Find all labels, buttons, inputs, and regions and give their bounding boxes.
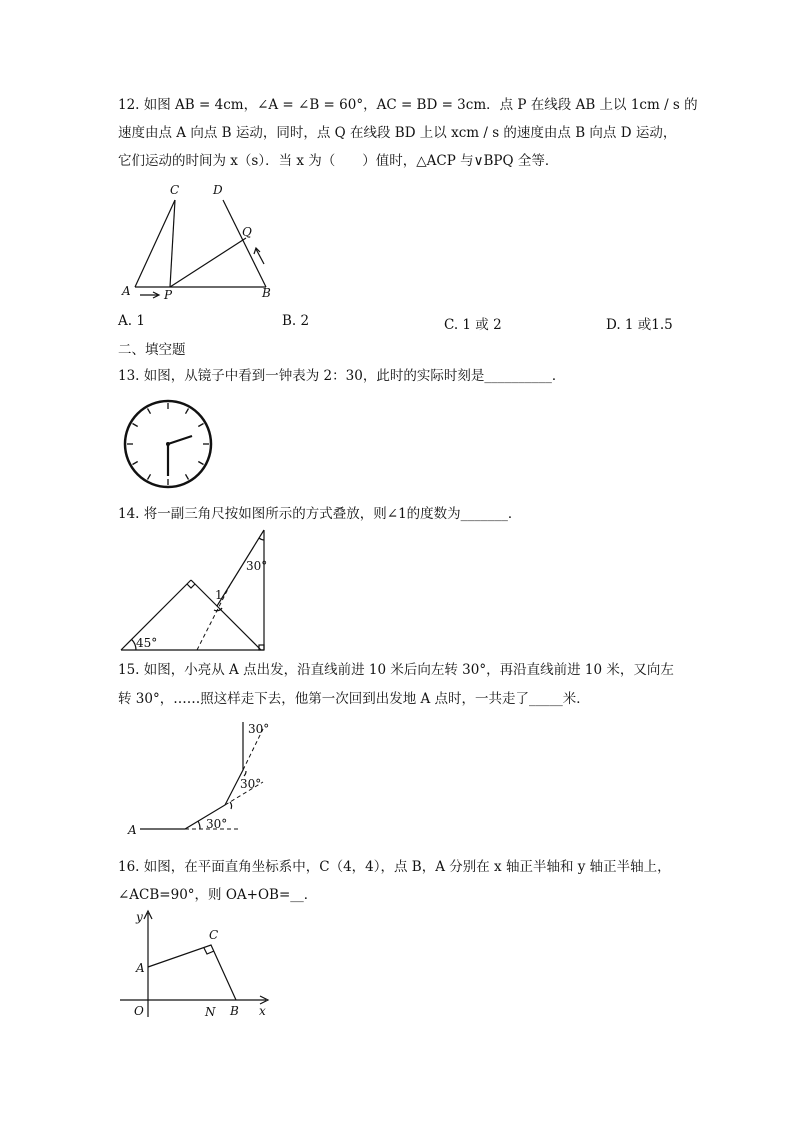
right-angle-top xyxy=(187,584,195,588)
q12-line-2: 速度由点 A 向点 B 运动，同时，点 Q 在线段 BD 上以 xcm / s 的速度由点 B 向点 D 运动， xyxy=(118,125,677,141)
segment-pq xyxy=(170,238,246,287)
q12-option-c: C. 1 或 2 xyxy=(444,317,502,333)
label-c: C xyxy=(209,928,219,942)
label-a: A xyxy=(122,284,131,298)
arc-3 xyxy=(244,771,246,776)
segment-cp xyxy=(170,200,175,287)
label-p: P xyxy=(164,288,173,302)
q12-figure xyxy=(118,180,288,305)
arc-1 xyxy=(198,821,200,829)
arc-30 xyxy=(259,538,264,540)
label-1: 1 xyxy=(215,588,223,602)
q14-figure xyxy=(118,528,270,653)
hour-hand xyxy=(168,436,192,444)
label-o: O xyxy=(134,1004,144,1018)
q15-figure xyxy=(118,717,288,842)
q13-clock xyxy=(122,398,214,490)
q16-line-1: 16. 如图，在平面直角坐标系中，C（4，4），点 B，A 分别在 x 轴正半轴和 y 轴正半轴上， xyxy=(118,859,671,875)
label-y: y xyxy=(136,910,143,924)
q12-option-d: D. 1 或1.5 xyxy=(606,317,673,333)
q12-line-1: 12. 如图 AB = 4cm，∠A = ∠B = 60°，AC = BD = 3cm．点 P 在线段 AB 上以 1cm / s 的 xyxy=(118,97,698,113)
q14-text: 14. 将一副三角尺按如图所示的方式叠放，则∠1的度数为_______． xyxy=(118,506,522,522)
label-b: B xyxy=(262,286,271,300)
label-30-3: 30° xyxy=(248,722,270,736)
section-title: 二、填空题 xyxy=(118,342,186,358)
label-a: A xyxy=(136,961,145,975)
label-c: C xyxy=(170,183,180,197)
segment-ac xyxy=(135,200,175,287)
dashed-line xyxy=(197,585,230,650)
q15-line-1: 15. 如图，小亮从 A 点出发，沿直线前进 10 米后向左转 30°，再沿直线前进 10 米，又向左 xyxy=(118,662,674,678)
segments-acb xyxy=(148,945,236,1000)
q12-line-3: 它们运动的时间为 x（s）．当 x 为（ ）值时，△ACP 与∨BPQ 全等． xyxy=(118,153,559,169)
label-30: 30° xyxy=(246,559,268,573)
segment-bd xyxy=(223,200,266,287)
label-30-1: 30° xyxy=(206,817,228,831)
clock-center xyxy=(166,442,170,446)
label-b: B xyxy=(230,1004,239,1018)
q12-option-b: B. 2 xyxy=(282,313,310,329)
label-q: Q xyxy=(242,225,252,239)
q13-text: 13. 如图，从镜子中看到一钟表为 2：30，此时的实际时刻是__________． xyxy=(118,368,566,384)
q16-figure xyxy=(118,905,283,1020)
arc-2 xyxy=(230,802,232,809)
label-a: A xyxy=(128,823,137,837)
q15-line-2: 转 30°，……照这样走下去，他第一次回到出发地 A 点时，一共走了_____米． xyxy=(118,691,590,707)
q16-line-2: ∠ACB=90°，则 OA+OB=__． xyxy=(118,887,318,903)
label-45: 45° xyxy=(136,636,158,650)
label-x: x xyxy=(259,1004,266,1018)
label-d: D xyxy=(213,183,223,197)
label-30-2: 30° xyxy=(240,777,262,791)
label-n: N xyxy=(205,1005,216,1019)
q12-option-a: A. 1 xyxy=(118,313,145,329)
walk-path xyxy=(140,722,243,829)
